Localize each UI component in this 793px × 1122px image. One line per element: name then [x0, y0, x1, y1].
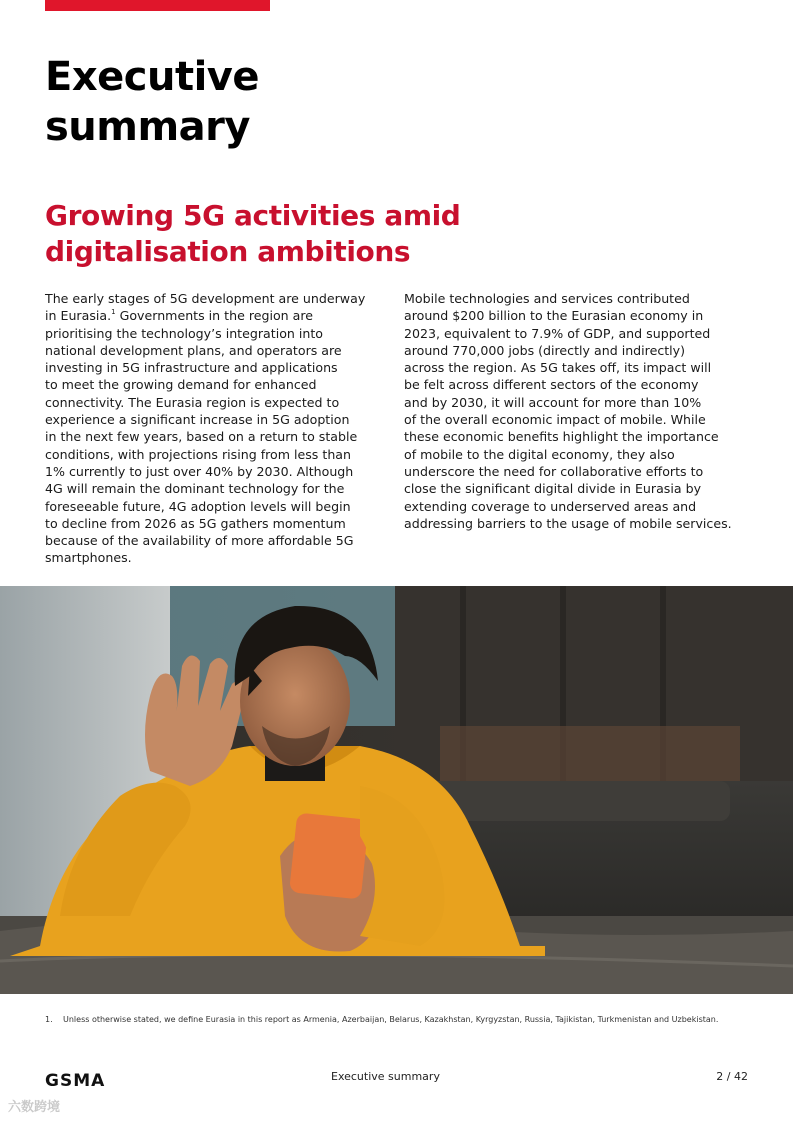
text-line: around $200 billion to the Eurasian economy in [404, 308, 704, 324]
text-line: Mobile technologies and services contributed [404, 291, 690, 306]
section-heading-line-1: Growing 5G activities amid [45, 199, 461, 232]
text-line: connectivity. The Eurasia region is expected to [45, 394, 340, 410]
footnote-text: Unless otherwise stated, we define Eurasia in this report as Armenia, Azerbaijan, Belarus, Kazakhstan, Kyrgyzstan, Russia, Tajikistan, Turkmenistan and Uzbekistan. [63, 1015, 719, 1024]
text-line: experience a significant increase in 5G adoption [45, 412, 350, 428]
page-number: 2 / 42 [716, 1070, 748, 1083]
hero-photo [0, 586, 793, 994]
text-fragment: in Eurasia. [45, 308, 112, 324]
body-text-right-column [404, 290, 754, 532]
accent-bar [45, 0, 270, 11]
text-line: 4G will remain the dominant technology for the [45, 481, 345, 497]
section-heading-line-2: digitalisation ambitions [45, 235, 411, 268]
page-title [45, 52, 259, 152]
gsma-logo[interactable]: GSMA [45, 1071, 106, 1091]
text-line: around 770,000 jobs (directly and indirectly) [404, 342, 686, 358]
text-line: prioritising the technology’s integration into [45, 325, 324, 341]
text-line: extending coverage to underserved areas and [404, 498, 697, 514]
text-line: underscore the need for collaborative efforts to [404, 463, 704, 479]
text-line: close the significant digital divide in Eurasia by [404, 481, 702, 497]
text-line: across the region. As 5G takes off, its impact will [404, 360, 712, 376]
text-line: to meet the growing demand for enhanced [45, 377, 317, 393]
page-title-line-1: Executive [45, 54, 259, 100]
text-line: conditions, with projections rising from less than [45, 446, 351, 462]
section-heading [45, 198, 460, 270]
text-line: and by 2030, it will account for more than 10% [404, 394, 702, 410]
text-line: national development plans, and operators are [45, 342, 342, 358]
text-line: in the next few years, based on a return to stable [45, 429, 358, 445]
body-text-left-column [45, 290, 390, 567]
text-line: The early stages of 5G development are underway [45, 291, 366, 306]
text-line: addressing barriers to the usage of mobile services. [404, 515, 732, 531]
text-line: 2023, equivalent to 7.9% of GDP, and supported [404, 325, 711, 341]
photo-illustration [0, 586, 793, 994]
text-line: because of the availability of more affordable 5G [45, 533, 354, 549]
text-line: of mobile to the digital economy, they also [404, 446, 675, 462]
watermark: 六数跨境 [8, 1100, 61, 1115]
text-line [45, 307, 390, 324]
footnote [45, 1015, 718, 1024]
text-line: smartphones. [45, 550, 132, 566]
text-fragment: Governments in the region are [115, 308, 314, 324]
text-line: investing in 5G infrastructure and applications [45, 360, 338, 376]
footer-section-name: Executive summary [331, 1070, 440, 1083]
text-line: foreseeable future, 4G adoption levels will begin [45, 498, 351, 514]
footnote-reference[interactable]: 1 [111, 308, 116, 317]
text-line: be felt across different sectors of the economy [404, 377, 699, 393]
text-line: these economic benefits highlight the importance [404, 429, 719, 445]
text-line: 1% currently to just over 40% by 2030. Although [45, 463, 354, 479]
text-line: to decline from 2026 as 5G gathers momentum [45, 515, 346, 531]
page-title-line-2: summary [45, 104, 250, 150]
footnote-number: 1. [45, 1015, 53, 1024]
text-line: of the overall economic impact of mobile. While [404, 412, 706, 428]
